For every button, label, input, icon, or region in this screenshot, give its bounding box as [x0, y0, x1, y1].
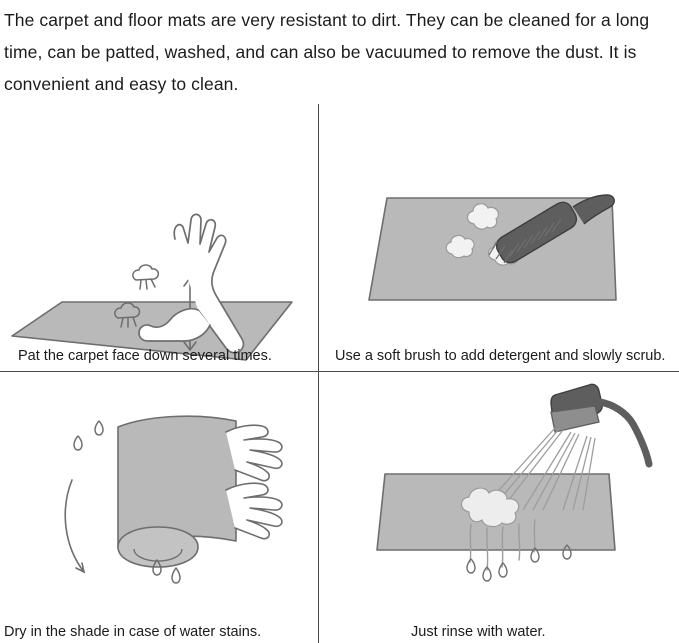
- panel-brush-detergent: [319, 104, 679, 371]
- hand-icon: [139, 214, 243, 352]
- panel-caption: Dry in the shade in case of water stains.: [4, 624, 262, 640]
- shower-head-icon: [551, 384, 649, 464]
- rolled-carpet-icon: [118, 416, 236, 567]
- curved-arrow-icon: [65, 480, 84, 572]
- panel-dry-in-shade-illustration: [0, 372, 318, 643]
- panel-brush-detergent-illustration: [319, 104, 679, 371]
- intro-paragraph: The carpet and floor mats are very resistant to dirt. They can be cleaned for a long time, can be patted, washed, and can also be vacuumed to remove the dust. It is convenient and easy to clean.: [4, 10, 650, 94]
- panel-caption: Use a soft brush to add detergent and slowly scrub.: [335, 348, 666, 364]
- panel-caption: Just rinse with water.: [411, 624, 546, 640]
- panel-pat-carpet-illustration: [0, 104, 318, 371]
- panel-dry-in-shade: [0, 372, 318, 643]
- panel-rinse-with-water-illustration: [319, 372, 679, 643]
- panel-pat-carpet: [0, 104, 318, 371]
- panel-rinse-with-water: [319, 372, 679, 643]
- panel-caption: Pat the carpet face down several times.: [18, 348, 272, 364]
